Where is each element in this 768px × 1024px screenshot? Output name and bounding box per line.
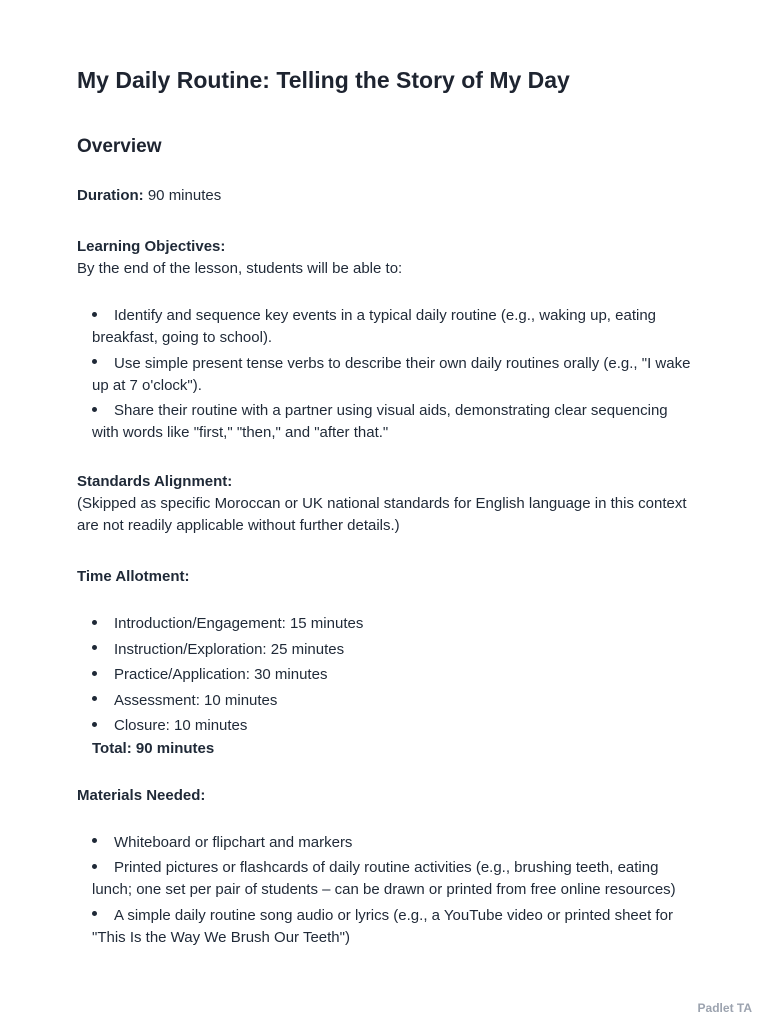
list-item	[77, 832, 697, 854]
list-item-text: Use simple present tense verbs to describe their own daily routines orally (e.g., "I wake up at 7 o'clock").	[92, 354, 691, 394]
list-item-text: Instruction/Exploration: 25 minutes	[114, 640, 345, 658]
list-item-text: Share their routine with a partner using visual aids, demonstrating clear sequencing with words like "first," "then," and "after that."	[92, 402, 668, 441]
footer-brand: Padlet TA	[697, 1001, 752, 1015]
list-item	[77, 715, 697, 737]
materials-list	[77, 832, 697, 949]
list-item-text: Closure: 10 minutes	[114, 717, 248, 734]
list-item-text: Practice/Application: 30 minutes	[114, 666, 328, 683]
duration-label: Duration:	[77, 187, 144, 204]
bullet-icon	[92, 305, 114, 327]
bullet-icon	[92, 400, 114, 422]
list-item	[77, 353, 697, 397]
list-item-text: Introduction/Engagement: 15 minutes	[114, 615, 364, 632]
time-total: Total: 90 minutes	[92, 739, 215, 757]
duration-value: 90 minutes	[143, 187, 222, 204]
bullet-icon	[92, 832, 114, 854]
bullet-icon	[92, 664, 114, 686]
list-item-text: Whiteboard or flipchart and markers	[114, 833, 353, 851]
list-item	[77, 305, 697, 349]
list-item	[77, 857, 697, 901]
duration-line	[77, 185, 697, 207]
time-allotment-label: Time Allotment:	[77, 568, 190, 585]
list-item-text: Identify and sequence key events in a typical daily routine (e.g., waking up, eating breakfast, going to school).	[92, 307, 656, 346]
objectives-list	[77, 305, 697, 444]
time-allotment-list	[77, 613, 697, 737]
objectives-label: Learning Objectives:	[77, 238, 226, 255]
list-item-text: Assessment: 10 minutes	[114, 691, 278, 709]
list-item	[77, 905, 697, 949]
materials-label: Materials Needed:	[77, 786, 206, 804]
list-item	[77, 613, 697, 635]
bullet-icon	[92, 905, 114, 927]
list-item	[77, 400, 697, 444]
bullet-icon	[92, 639, 114, 661]
lesson-plan-page	[77, 64, 697, 952]
standards-text: (Skipped as specific Moroccan or UK national standards for English language in this context are not readily applicable without further details.)	[77, 495, 687, 534]
overview-heading: Overview	[77, 136, 162, 157]
bullet-icon	[92, 353, 114, 375]
list-item	[77, 664, 697, 686]
list-item	[77, 690, 697, 712]
objectives-intro: By the end of the lesson, students will be able to:	[77, 260, 403, 277]
standards-label: Standards Alignment:	[77, 473, 233, 490]
list-item-text: Printed pictures or flashcards of daily routine activities (e.g., brushing teeth, eating lunch; one set per pair of students – can be drawn or printed from free online resources)	[92, 859, 676, 898]
bullet-icon	[92, 613, 114, 635]
list-item	[77, 639, 697, 661]
bullet-icon	[92, 857, 114, 879]
list-item-text: A simple daily routine song audio or lyrics (e.g., a YouTube video or printed sheet for "This Is the Way We Brush Our Teeth")	[92, 906, 673, 946]
bullet-icon	[92, 715, 114, 737]
page-title: My Daily Routine: Telling the Story of My Day	[77, 67, 570, 93]
bullet-icon	[92, 690, 114, 712]
